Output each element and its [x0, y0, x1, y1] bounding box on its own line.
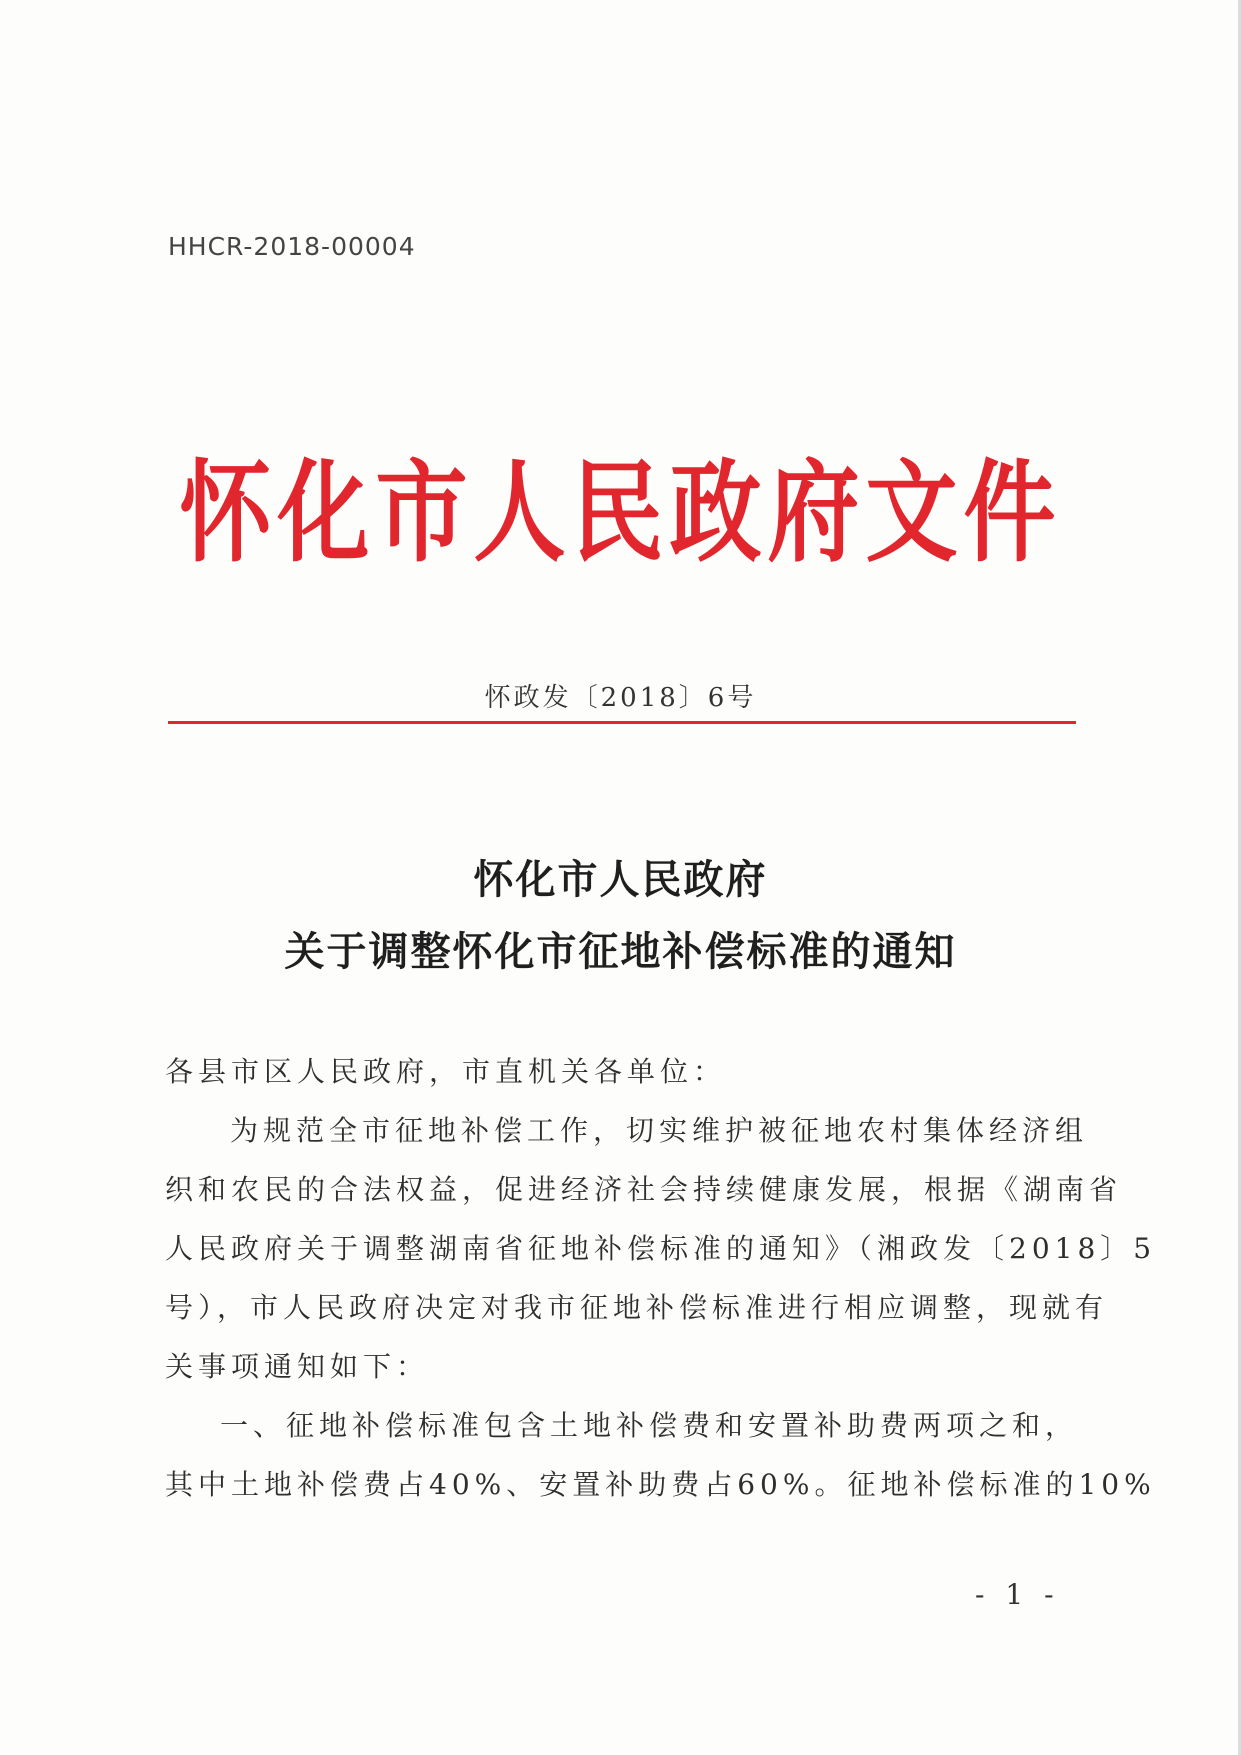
body-line: 织和农民的合法权益，促进经济社会持续健康发展，根据《湖南省: [165, 1173, 1123, 1206]
document-number: 怀政发〔2018〕6号: [484, 683, 757, 713]
body-line: 号），市人民政府决定对我市征地补偿标准进行相应调整，现就有: [165, 1291, 1109, 1324]
salutation: 各县市区人民政府，市直机关各单位：: [165, 1055, 727, 1088]
body-line: 关事项通知如下：: [165, 1350, 430, 1383]
body-line: 其中土地补偿费占40%、安置补助费占60%。征地补偿标准的10%: [165, 1468, 1156, 1501]
body-line: 为规范全市征地补偿工作，切实维护被征地农村集体经济组: [230, 1114, 1089, 1147]
page-number: - 1 -: [975, 1578, 1060, 1611]
body-line: 人民政府关于调整湖南省征地补偿标准的通知》（湘政发〔2018〕5: [165, 1232, 1157, 1265]
notice-title-line-2: 关于调整怀化市征地补偿标准的通知: [284, 928, 957, 975]
red-divider: [168, 721, 1076, 724]
masthead-title: 怀化市人民政府文件: [179, 449, 1062, 578]
body-line: 一、征地补偿标准包含土地补偿费和安置补助费两项之和，: [220, 1409, 1079, 1442]
document-code: HHCR-2018-00004: [168, 232, 416, 261]
notice-title-line-1: 怀化市人民政府: [473, 856, 768, 903]
